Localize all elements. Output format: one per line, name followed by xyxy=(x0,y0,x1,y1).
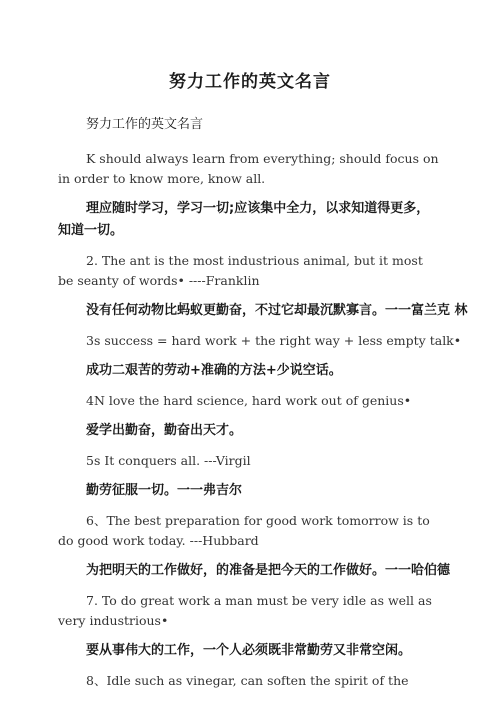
quote-8-english: 8、Idle such as vinegar, can soften the spirit of the xyxy=(86,672,409,688)
quote-2-english: 2. The ant is the most industrious animal, but it most be seanty of words• ----Franklin xyxy=(58,252,423,288)
quote-2-chinese: 没有任何动物比蚂蚁更勤奋，不过它却最沉默寡言。一一富兰克 林 xyxy=(86,302,468,318)
quote-7-chinese: 要从事伟大的工作，一个人必须既非常勤劳又非常空闲。 xyxy=(86,642,412,658)
quote-3-chinese: 成功二艰苦的劳动+准确的方法+少说空话。 xyxy=(86,362,342,378)
document-subtitle: 努力工作的英文名言 xyxy=(86,117,204,133)
quote-4-chinese: 爱学出勤奋，勤奋出天才。 xyxy=(86,422,243,438)
quote-6-english: 6、The best preparation for good work tomorrow is to do good work today. ---Hubbard xyxy=(58,512,430,548)
document-title: 努力工作的英文名言 xyxy=(169,72,331,92)
quote-4-english: 4N love the hard science, hard work out of genius• xyxy=(86,392,412,408)
quote-5-english: 5s It conquers all. ---Virgil xyxy=(86,452,251,468)
quote-3-english: 3s success = hard work + the right way + less empty talk• xyxy=(86,332,462,348)
quote-7-english: 7. To do great work a man must be very idle as well as very industrious• xyxy=(58,592,432,628)
quote-1-chinese: 理应随时学习，学习一切;应该集中全力，以求知道得更多，知道一切。 xyxy=(58,200,430,238)
quote-5-chinese: 勤劳征服一切。一一弗吉尔 xyxy=(86,482,243,498)
quote-1-english: K should always learn from everything; should focus on in order to know more, know all. xyxy=(58,150,439,186)
quote-6-chinese: 为把明天的工作做好，的准备是把今天的工作做好。一一哈伯德 xyxy=(86,562,451,578)
